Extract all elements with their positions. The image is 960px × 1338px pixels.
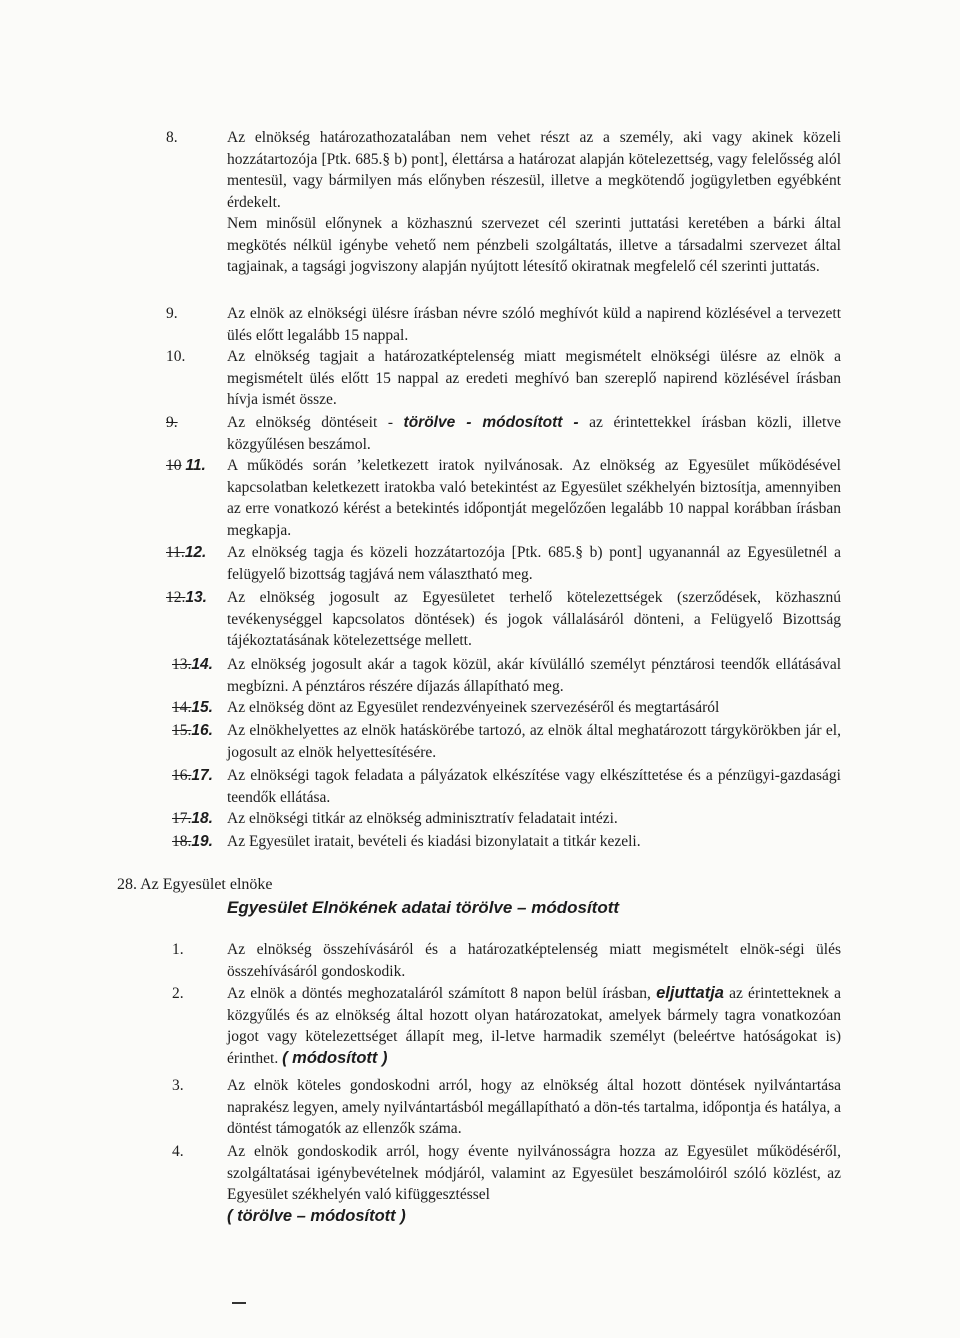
item-number-pair: [172, 831, 213, 853]
point-number: 1.: [172, 941, 184, 958]
item-number-pair: [172, 654, 213, 676]
item-number-new: 18.: [191, 810, 213, 827]
item-number-new: 16.: [191, 722, 213, 739]
paragraph-19: Az Egyesület iratait, bevételi és kiadási bizonylatait a titkár kezeli.: [227, 833, 641, 850]
section-title: 28. Az Egyesület elnöke: [117, 876, 273, 893]
item-number-deleted: 14.: [172, 699, 192, 716]
revision-mark: ( törölve – módosított ): [227, 1206, 406, 1225]
item-number-pair: [166, 455, 206, 477]
point-number: 4.: [172, 1143, 184, 1160]
paragraph-12: Az elnökség tagja és közeli hozzátartozója [Ptk. 685.§ b) pont] ugyanannál az Egyesületnél a felügyelő bizottság tagjává nem választható meg.: [227, 544, 841, 583]
item-number-pair: [172, 808, 213, 830]
point-2: [227, 983, 841, 1069]
paragraph-17: Az elnökségi tagok feladata a pályázatok elkészítése vagy elkészíttetése és a pénzügyi-gazdasági teendők ellátása.: [227, 767, 841, 806]
item-number-deleted: 11.: [166, 544, 185, 561]
item-number-pair: [172, 765, 213, 787]
paragraph-decisions: [227, 412, 841, 455]
paragraph-11: A működés során ’keletkezett iratok nyilvánosak. Az elnökség az Egyesület működésével kapcsolatban keletkezett iratokba való betekintést az Egyesület székhelyén biztosítja, amennyiben az erre vonatkozó kérést a betekintés időpontját megelőzően legalább 10 nappal korábban írásban megkapja.: [227, 457, 841, 539]
paragraph-9: Az elnök az elnökségi ülésre írásban névre szóló meghívót küld a napirend közlésével a tervezett ülés előtt legalább 15 nappal.: [227, 305, 841, 344]
item-number-new: 13.: [185, 589, 207, 606]
item-number-pair: [166, 587, 207, 609]
item-number-new: 19.: [191, 833, 213, 850]
paragraph-8-continuation: Nem minősül előnynek a közhasznú szervezet cél szerinti juttatási keretében a bárki által megkötés nélkül igénybe vehető nem pénzbeli szolgáltatás, illetve a társadalmi szervezet által tagjainak, a tagsági jogviszony alapján nyújtott létesítő okiratnak megfelelő cél szerinti juttatás.: [227, 215, 841, 275]
point-text: az érintetteknek a közgyűlés és az elnökség által hozott olyan határozatokat, amelyek bármely tagra vonatkozóan jogot vagy kötelezettséget állapít meg, il-letve harmadik személyt (beleértve hatóságokat is) érinthet.: [227, 985, 842, 1067]
item-number-deleted: 16.: [172, 767, 192, 784]
item-number-new: 17.: [191, 767, 213, 784]
paragraph-13: Az elnökség jogosult az Egyesületet terhelő kötelezettségek (szerződések, közhasznú tevékenységgel kapcsolatos döntések) és jogok vállalásáról dönteni, a Felügyelő Bizottság tájékoztatásának kötelezettsége mellett.: [227, 589, 841, 649]
revision-mark: törölve - módosított -: [403, 414, 579, 431]
item-number-new: 11.: [185, 457, 206, 474]
paragraph-16: Az elnökhelyettes az elnök hatáskörébe tartozó, az elnök által meghatározott tárgykörökben jár el, jogosult az elnök helyettesítésére.: [227, 722, 841, 761]
paragraph-10: Az elnökség tagjait a határozatképtelenség miatt megismételt elnökségi ülésre az elnök a megismételt ülés előtt 15 nappal az eredeti meghívó ban szereplő napirend közlésével írásban hívja ismét össze.: [227, 348, 841, 408]
point-4: [227, 1141, 841, 1227]
paragraph-18: Az elnökségi titkár az elnökség adminisztratív feladatait intézi.: [227, 810, 618, 827]
point-number: 2.: [172, 985, 184, 1002]
item-number-deleted: 12.: [166, 589, 186, 606]
item-number-deleted: 10: [166, 457, 182, 474]
point-text: Az elnök a döntés meghozataláról számított 8 napon belül írásban,: [227, 985, 651, 1002]
item-number-pair: [166, 542, 206, 564]
item-number-pair: [172, 720, 213, 742]
point-1: Az elnökség összehívásáról és a határozatképtelenség miatt megismételt elnök-ségi ülés összehívásáról gondoskodik.: [227, 941, 841, 980]
item-number-deleted: 13.: [172, 656, 192, 673]
paragraph-14: Az elnökség jogosult akár a tagok közül, akár kívülálló személyt pénztárosi teendők ellátásával megbízni. A pénztáros részére díjazás állapítható meg.: [227, 656, 841, 695]
item-number: 10.: [166, 348, 186, 365]
section-subtitle: Egyesület Elnökének adatai törölve – módosított: [227, 898, 620, 917]
item-number: 8.: [166, 129, 178, 146]
revision-mark: ( módosított ): [282, 1048, 388, 1067]
paragraph-text: Az elnökség döntéseit -: [227, 414, 393, 431]
paragraph-8: Az elnökség határozathozatalában nem vehet részt az a személy, aki vagy akinek közeli hozzátartozója [Ptk. 685.§ b) pont], élettársa a határozat alapján kötelezettség, vagy felelősség alól mentesül, vagy bármilyen más előnyben részesül, illetve a megkötendő jogügyletben egyébként érdekelt.: [227, 129, 841, 211]
revision-mark: eljuttatja: [656, 984, 724, 1002]
item-number-deleted: 17.: [172, 810, 192, 827]
item-number-deleted: 18.: [172, 833, 192, 850]
item-number-pair: [172, 697, 213, 719]
paragraph-text: az érintettekkel írásban közli, illetve közgyűlésen beszámol.: [227, 414, 841, 453]
item-number-deleted: 9.: [166, 414, 178, 431]
item-number-new: 15.: [191, 699, 213, 716]
point-text: Az elnök gondoskodik arról, hogy évente nyilvánosságra hozza az Egyesület működéséről, szolgáltatásai igénybevételnek módjáról, valamint az Egyesület beszámolóiról szóló közlést, az Egyesület székhelyén való kifüggesztéssel: [227, 1143, 841, 1203]
scan-speck: [232, 1302, 246, 1304]
point-number: 3.: [172, 1077, 184, 1094]
item-number-new: 14.: [191, 656, 213, 673]
paragraph-15: Az elnökség dönt az Egyesület rendezvényeinek szervezéséről és megtartásáról: [227, 699, 720, 716]
item-number: 9.: [166, 305, 178, 322]
item-number-deleted: 15.: [172, 722, 192, 739]
point-3: Az elnök köteles gondoskodni arról, hogy az elnökség által hozott döntések nyilvántartása naprakész legyen, amely nyilvántartásból megállapítható a dön-tés tartalma, időpontja és hatálya, a döntést támogatók az ellenzők száma.: [227, 1077, 841, 1137]
item-number-new: 12.: [184, 544, 207, 561]
